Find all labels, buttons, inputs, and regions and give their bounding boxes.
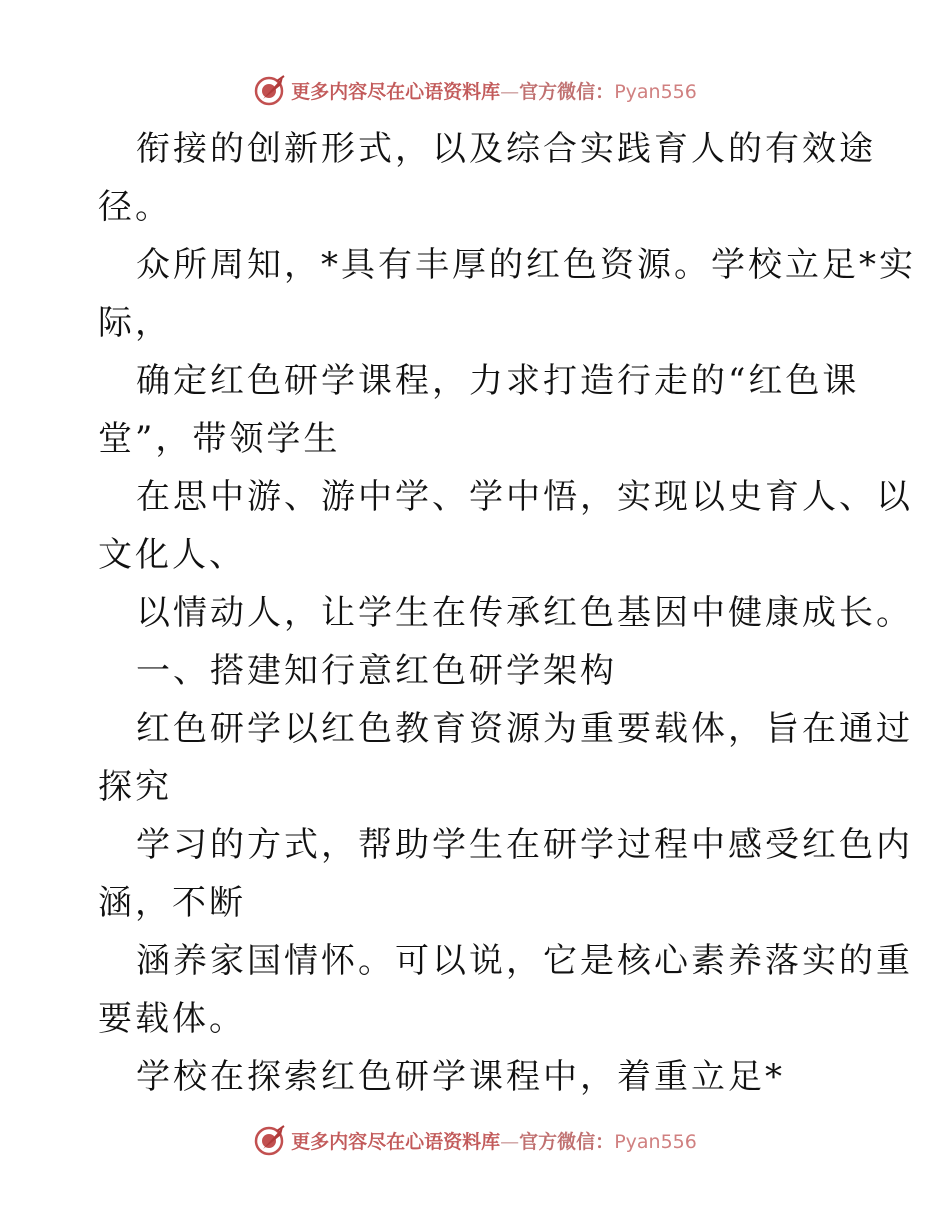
quill-logo-icon: [253, 1123, 287, 1157]
text-line: 要载体。: [98, 999, 246, 1039]
watermark-wechat-id: Pyan556: [614, 80, 697, 103]
text-line: 衔接的创新形式，以及综合实践育人的有效途: [136, 129, 876, 169]
document-body: [98, 120, 916, 1106]
text-line: 众所周知，*具有丰厚的红色资源。学校立足*实: [136, 245, 916, 285]
text-line: 确定红色研学课程，力求打造行走的“红色课: [136, 361, 860, 401]
text-line: 涵养家国情怀。可以说，它是核心素养落实的重: [136, 941, 913, 981]
text-line: 堂”，带领学生: [98, 419, 341, 459]
text-line: 红色研学以红色教育资源为重要载体，旨在通过: [136, 709, 913, 749]
text-line: 在思中游、游中学、学中悟，实现以史育人、以: [136, 477, 913, 517]
watermark-dash: —: [500, 1130, 520, 1153]
text-line: 学校在探索红色研学课程中，着重立足*: [136, 1057, 785, 1097]
text-line: 径。: [98, 187, 172, 227]
text-line: 际，: [98, 303, 172, 343]
text-line: 探究: [98, 767, 172, 807]
text-line: 以情动人，让学生在传承红色基因中健康成长。: [136, 593, 913, 633]
watermark-wechat-label: 官方微信：: [519, 1130, 615, 1153]
watermark-banner-top: [0, 70, 950, 110]
watermark-slogan: 更多内容尽在心语资料库: [291, 80, 501, 103]
text-line: 涵，不断: [98, 883, 246, 923]
text-line: 学习的方式，帮助学生在研学过程中感受红色内: [136, 825, 913, 865]
watermark-text: [291, 1127, 697, 1154]
watermark-wechat-id: Pyan556: [614, 1130, 697, 1153]
watermark-text: [291, 77, 697, 104]
quill-logo-icon: [253, 73, 287, 107]
text-line: 文化人、: [98, 535, 246, 575]
watermark-banner-bottom: [0, 1120, 950, 1160]
watermark-wechat-label: 官方微信：: [519, 80, 615, 103]
watermark-slogan: 更多内容尽在心语资料库: [291, 1130, 501, 1153]
watermark-dash: —: [500, 80, 520, 103]
text-line: 一、搭建知行意红色研学架构: [136, 651, 617, 691]
